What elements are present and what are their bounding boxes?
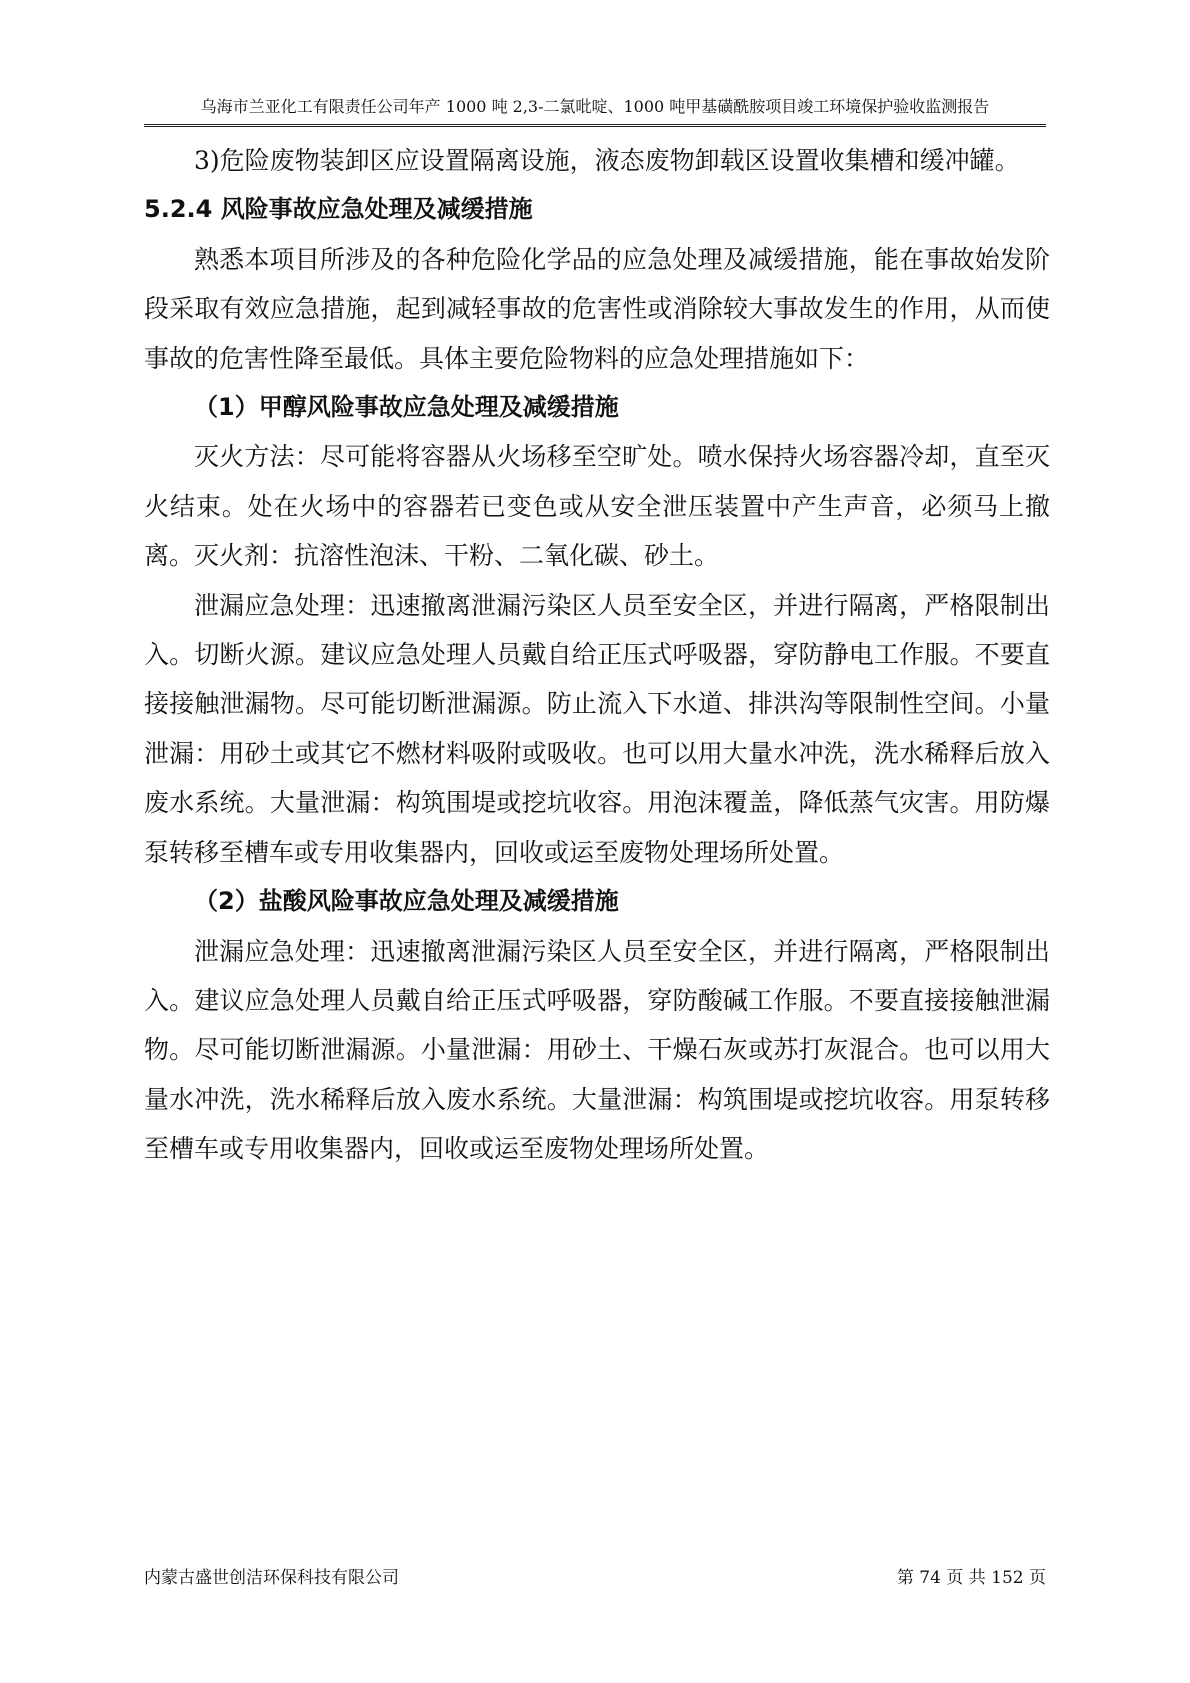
section-heading-5-2-4: 5.2.4 风险事故应急处理及减缓措施 [144, 195, 533, 224]
paragraph-hazardous-waste-loading: 3)危险废物装卸区应设置隔离设施，液态废物卸载区设置收集槽和缓冲罐。 [194, 146, 1020, 175]
footer-company: 内蒙古盛世创洁环保科技有限公司 [144, 1568, 399, 1588]
page-footer [144, 1566, 1046, 1590]
page-body [144, 136, 1050, 1174]
page-header: 乌海市兰亚化工有限责任公司年产 1000 吨 2,3-二氯吡啶、1000 吨甲基磺酰胺项目竣工环境保护验收监测报告 [144, 96, 1046, 127]
paragraph-hydrochloric-acid-leak: 泄漏应急处理：迅速撤离泄漏污染区人员至安全区，并进行隔离，严格限制出入。建议应急处理人员戴自给正压式呼吸器，穿防酸碱工作服。不要直接接触泄漏物。尽可能切断泄漏源。小量泄漏：用砂土、干燥石灰或苏打灰混合。也可以用大量水冲洗，洗水稀释后放入废水系统。大量泄漏：构筑围堤或挖坑收容。用泵转移至槽车或专用收集器内，回收或运至废物处理场所处置。 [144, 936, 1050, 1164]
subheading-hydrochloric-acid: （2）盐酸风险事故应急处理及减缓措施 [194, 887, 619, 916]
footer-page-number: 第 74 页 共 152 页 [896, 1568, 1046, 1588]
paragraph-methanol-firefighting: 灭火方法：尽可能将容器从火场移至空旷处。喷水保持火场容器冷却，直至灭火结束。处在火场中的容器若已变色或从安全泄压装置中产生声音，必须马上撤离。灭火剂：抗溶性泡沫、干粉、二氧化碳、砂土。 [144, 442, 1050, 571]
paragraph-methanol-leak: 泄漏应急处理：迅速撤离泄漏污染区人员至安全区，并进行隔离，严格限制出入。切断火源。建议应急处理人员戴自给正压式呼吸器，穿防静电工作服。不要直接接触泄漏物。尽可能切断泄漏源。防止流入下水道、排洪沟等限制性空间。小量泄漏：用砂土或其它不燃材料吸附或吸收。也可以用大量水冲洗，洗水稀释后放入废水系统。大量泄漏：构筑围堤或挖坑收容。用泡沫覆盖，降低蒸气灾害。用防爆泵转移至槽车或专用收集器内，回收或运至废物处理场所处置。 [144, 590, 1050, 867]
paragraph-intro: 熟悉本项目所涉及的各种危险化学品的应急处理及减缓措施，能在事故始发阶段采取有效应急措施，起到减轻事故的危害性或消除较大事故发生的作用，从而使事故的危害性降至最低。具体主要危险物料的应急处理措施如下： [144, 244, 1050, 373]
subheading-methanol: （1）甲醇风险事故应急处理及减缓措施 [194, 393, 619, 422]
